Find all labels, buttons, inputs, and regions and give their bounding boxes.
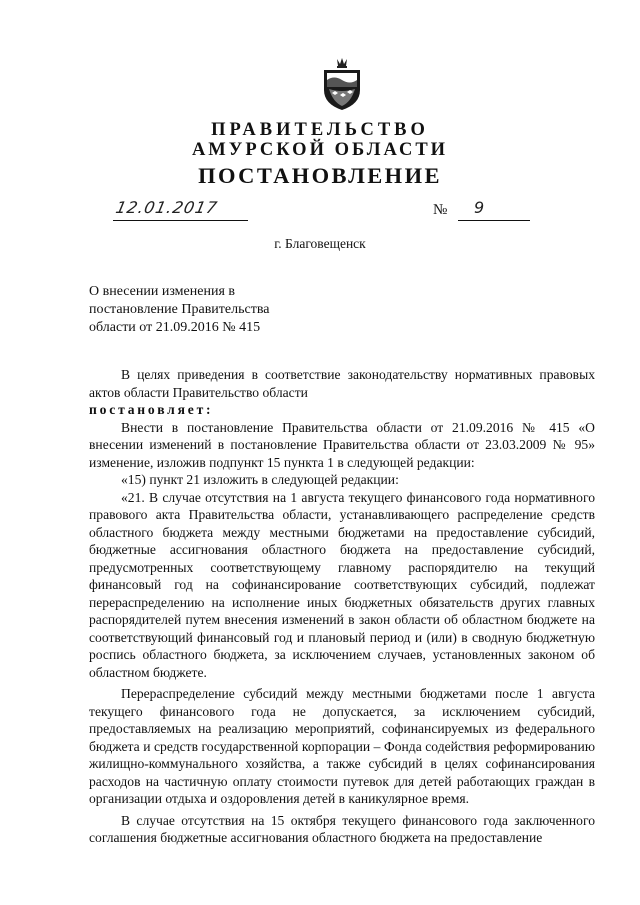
preamble-paragraph: В целях приведения в соответствие законодательству нормативных правовых актов области Правительство области [89,367,595,400]
number-label: № [433,202,448,218]
date-handwritten: 12.01.2017 [113,198,220,217]
number-handwritten: 9 [474,198,485,217]
paragraph-2: «15) пункт 21 изложить в следующей редакции: [121,472,399,487]
paragraph-3: «21. В случае отсутствия на 1 августа текущего финансового года нормативного правового акта Правительства области, устанавливающего распределение средств областного бюджета между местными бюджетами на предоставление субсидий, бюджетные ассигнования областного бюджета на предоставление субсидий, предусмотренных соответствующему главному распорядителю на текущий финансовый год на софинансирование соответствующих субсидий, подлежат перераспределению на исполнение иных бюджетных обязательств других главных распорядителей путем внесения изменений в закон области об областном бюджете на соответствующий финансовый год и плановый период и (или) в сводную бюджетную роспись областного бюджета, за исключением случаев, установленных законом об областном бюджете. [89,489,595,680]
city-line: г. Благовещенск [274,236,366,251]
org-name-line1: ПРАВИТЕЛЬСТВО [211,120,429,140]
subject-line: постановление Правительства [89,302,270,317]
org-name-line2: АМУРСКОЙ ОБЛАСТИ [191,140,449,160]
number-field [458,198,530,221]
subject-line: О внесении изменения в [89,284,235,299]
paragraph-1: Внести в постановление Правительства области от 21.09.2016 № 415 «О внесении изменений в постановление Правительства области от 23.03.2009 № 95» изменение, изложив подпункт 15 пункта 1 в следующей редакции: [89,419,595,470]
subject-line: области от 21.09.2016 № 415 [89,320,261,335]
paragraph-5: В случае отсутствия на 15 октября текущего финансового года заключенного соглашения бюджетные ассигнования областного бюджета на предоставление [89,812,595,845]
document-type-title: ПОСТАНОВЛЕНИЕ [198,163,442,188]
coat-of-arms-icon [321,56,363,112]
date-field [113,198,248,221]
document-body [89,366,595,847]
paragraph-4: Перераспределение субсидий между местными бюджетами после 1 августа текущего финансового года не допускается, за исключением субсидий, предоставляемых на реализацию мероприятий, софинансируемых из федерального бюджета и средств государственной корпорации – Фонда содействия реформированию жилищно-коммунального хозяйства, а также субсидий в целях софинансирования расходов на частичную оплату стоимости путевок для детей работающих граждан в организации отдыха и оздоровления детей в каникулярное время. [89,686,595,806]
document-subject [89,283,269,337]
decree-word: постановляет: [89,402,214,417]
